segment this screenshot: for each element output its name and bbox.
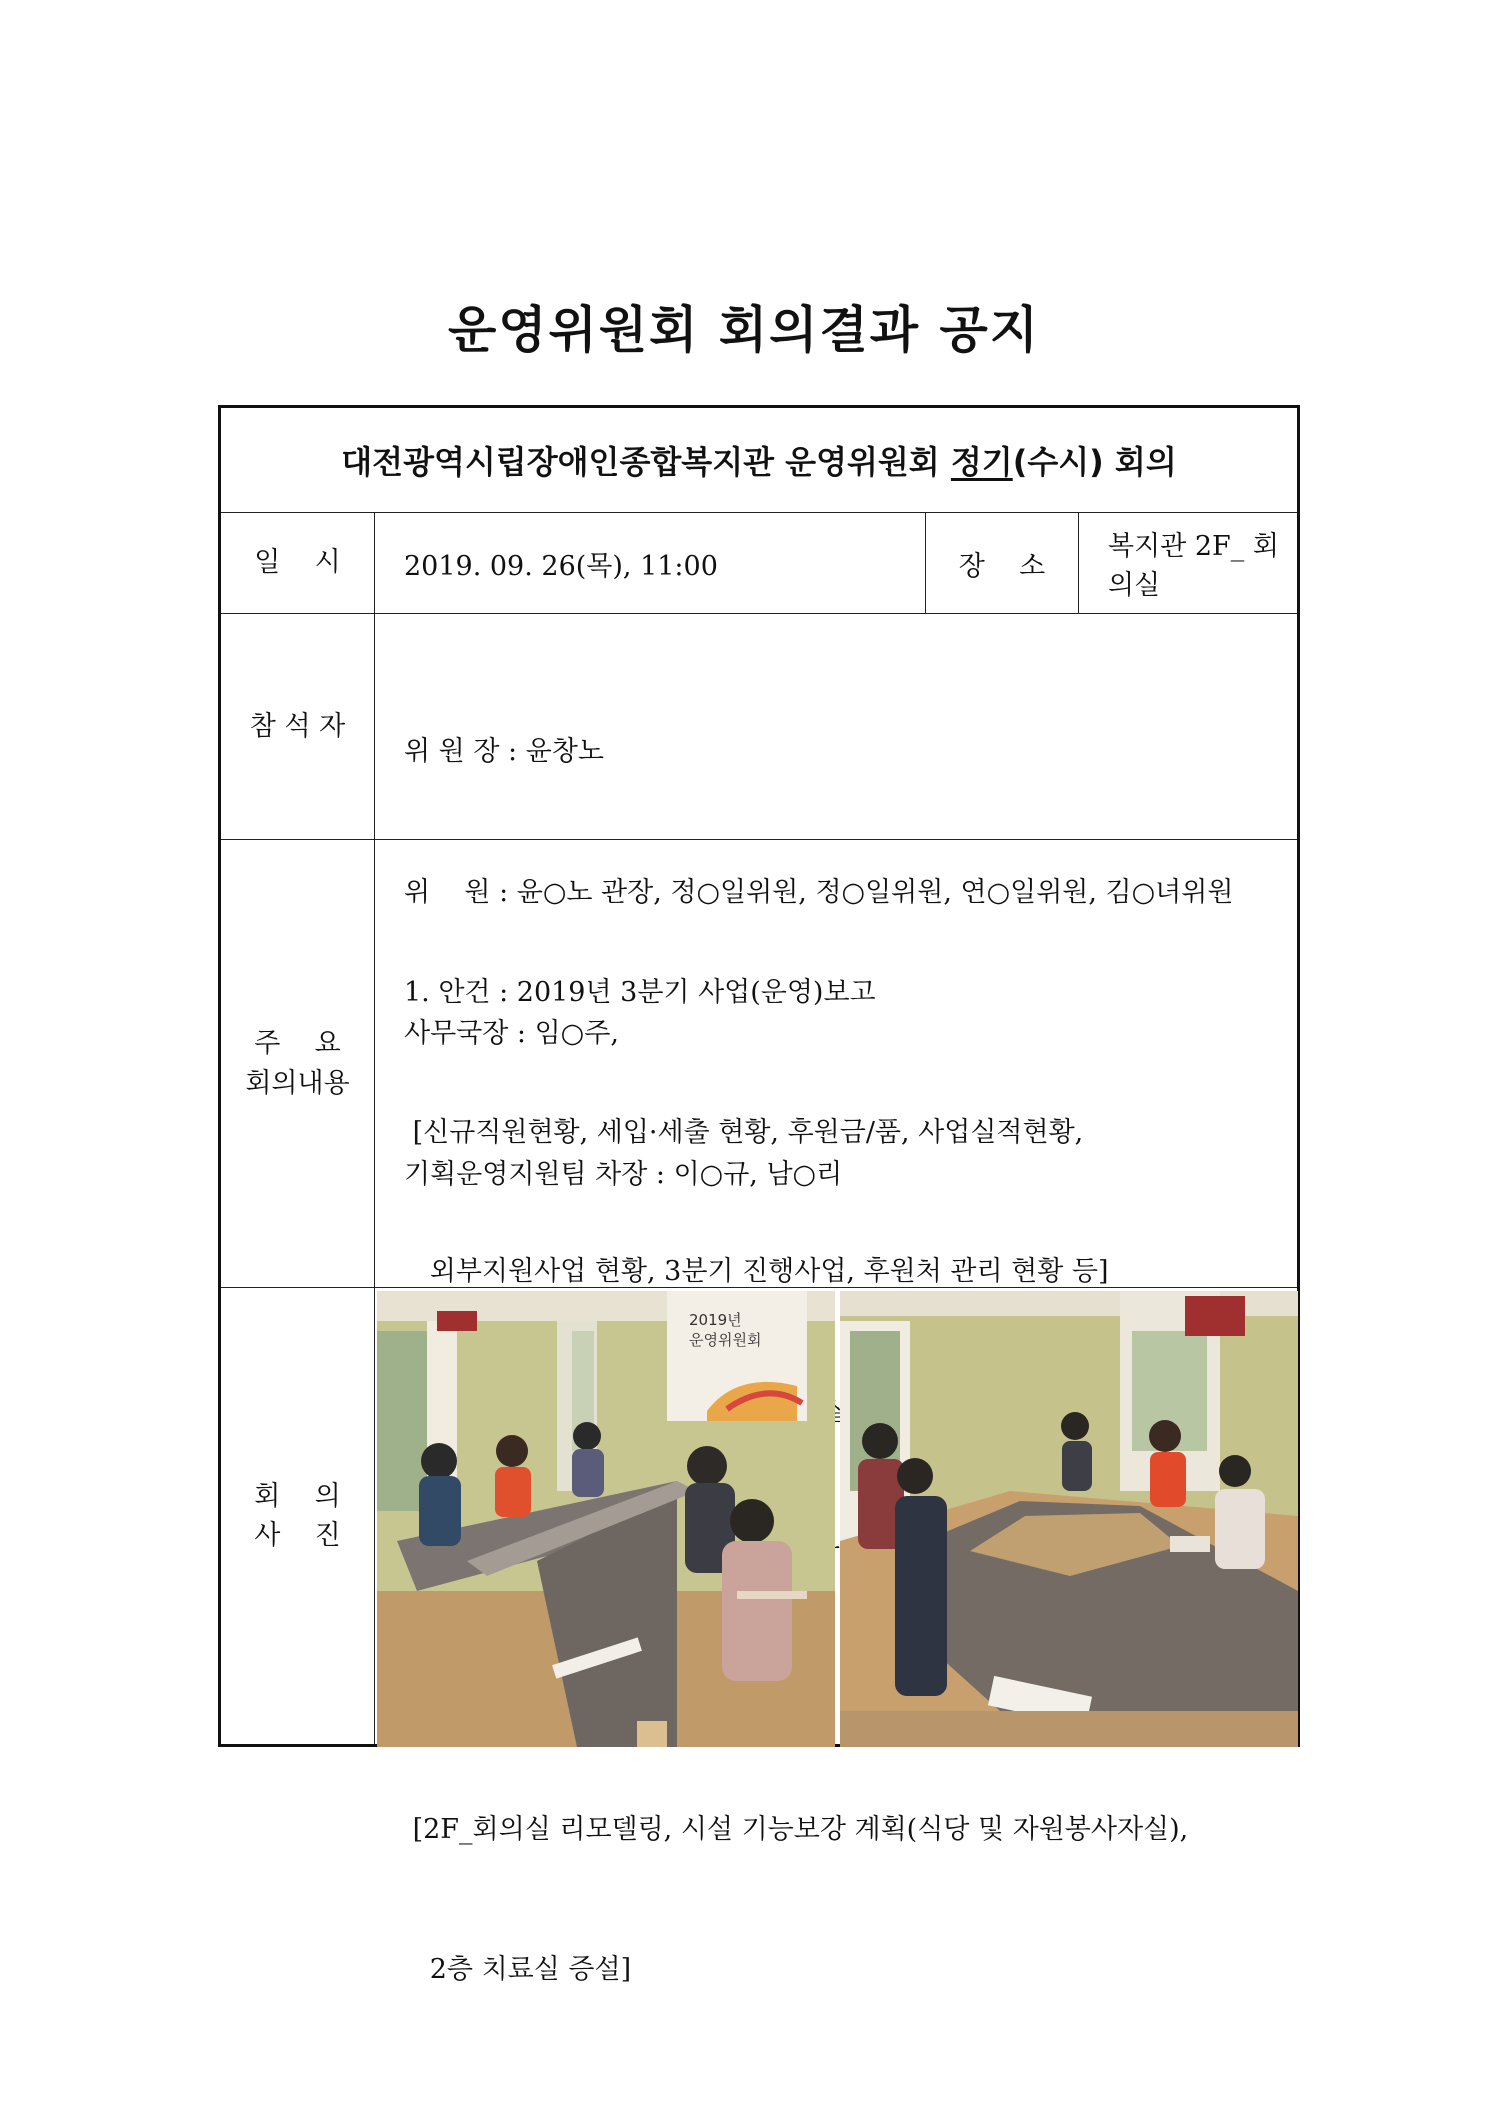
meeting-header-suffix: (수시) 회의	[1012, 443, 1177, 481]
meeting-header-row	[221, 408, 1297, 513]
attendee-line: 기획운영지원팀 차장 : 이○규, 남○리	[404, 1159, 843, 1190]
datetime-row	[221, 513, 1297, 614]
agenda-line: [신규직원현황, 세입·세출 현황, 후원금/품, 사업실적현황,	[404, 1116, 1084, 1148]
attendee-line: 위 원 : 윤○노 관장, 정○일위원, 정○일위원, 연○일위원, 김○녀위원	[404, 877, 1234, 908]
agenda-line: 외부지원사업 현황, 3분기 진행사업, 후원처 관리 현황 등]	[404, 1256, 1109, 1287]
attendee-line: 위 원 장 : 윤창노	[404, 736, 604, 767]
agenda-label: 주 요 회의내용	[221, 840, 375, 1287]
attendee-line: 사무국장 : 임○주,	[404, 1018, 619, 1049]
agenda-line: 2층 치료실 증설]	[404, 1953, 632, 1985]
meeting-place: 복지관 2F_ 회의실	[1108, 531, 1279, 601]
projector-screen-subtitle: 운영위원회	[689, 1331, 762, 1349]
agenda-line: [2F_회의실 리모델링, 시설 기능보강 계획(식당 및 자원봉사자실),	[404, 1814, 1189, 1845]
datetime-label: 일 시	[221, 513, 375, 613]
meeting-datetime: 2019. 09. 26(목), 11:00	[404, 550, 718, 582]
meeting-notice-table	[218, 405, 1300, 1985]
meeting-header-prefix: 대전광역시립장애인종합복지관 운영위원회	[341, 443, 951, 481]
meeting-type-underlined: 정기	[950, 443, 1013, 481]
meeting-photo-2	[840, 1291, 1298, 1747]
place-label: 장 소	[925, 513, 1079, 613]
photos-label: 회 의 사 진	[221, 1288, 375, 1744]
attendees-label: 참 석 자	[221, 614, 375, 839]
meeting-photo-1	[377, 1291, 835, 1747]
agenda-line: 1. 안건 : 2019년 3분기 사업(운영)보고	[404, 977, 876, 1008]
document-title: 운영위원회 회의결과 공지	[447, 301, 1041, 359]
meeting-header	[341, 437, 1177, 483]
photos-row	[221, 1288, 1297, 1744]
projector-screen-title: 2019년	[689, 1311, 742, 1329]
